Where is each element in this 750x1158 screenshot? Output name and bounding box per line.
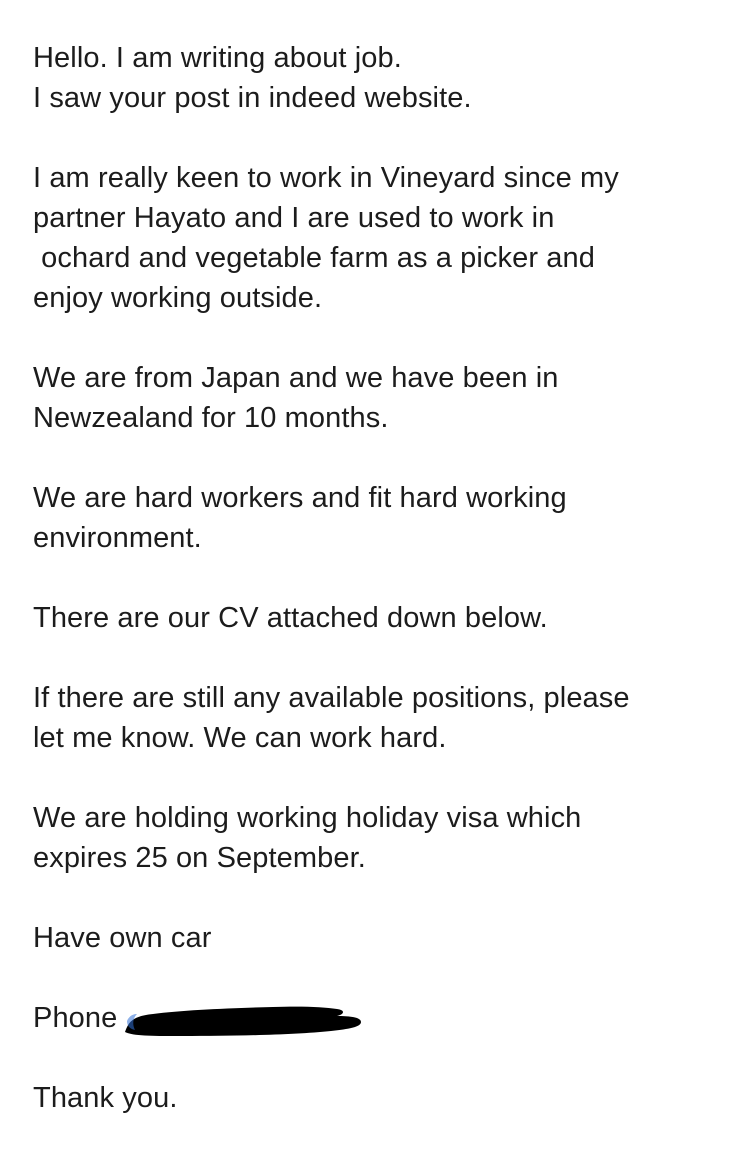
closing-text: Thank you. [33, 1082, 178, 1114]
text-line: let me know. We can work hard. [33, 722, 447, 754]
paragraph-cv [33, 598, 723, 638]
paragraph-origin [33, 358, 723, 438]
text-line: partner Hayato and I are used to work in [33, 202, 555, 234]
text-line: If there are still any available positions, please [33, 682, 630, 714]
text-line: We are holding working holiday visa which [33, 802, 582, 834]
paragraph-car [33, 918, 723, 958]
text-line: I saw your post in indeed website. [33, 82, 472, 114]
text-line: There are our CV attached down below. [33, 602, 548, 634]
text-line: environment. [33, 522, 202, 554]
paragraph-positions [33, 678, 723, 758]
text-line: I am really keen to work in Vineyard since my [33, 162, 619, 194]
text-line: Have own car [33, 922, 212, 954]
phone-number-link[interactable] [123, 998, 363, 1038]
text-line: enjoy working outside. [33, 282, 323, 314]
paragraph-workers [33, 478, 723, 558]
paragraph-visa [33, 798, 723, 878]
text-line: ochard and vegetable farm as a picker and [33, 242, 595, 274]
text-line: expires 25 on September. [33, 842, 366, 874]
paragraph-interest [33, 158, 723, 318]
phone-label: Phone [33, 1002, 118, 1034]
redaction-mark [125, 1007, 361, 1036]
text-line: We are from Japan and we have been in [33, 362, 559, 394]
text-line: We are hard workers and fit hard working [33, 482, 567, 514]
message-body [33, 38, 723, 1118]
text-line: Hello. I am writing about job. [33, 42, 402, 74]
paragraph-greeting [33, 38, 723, 118]
text-line: Newzealand for 10 months. [33, 402, 389, 434]
phone-line [33, 998, 723, 1038]
redaction-scribble [123, 998, 363, 1038]
